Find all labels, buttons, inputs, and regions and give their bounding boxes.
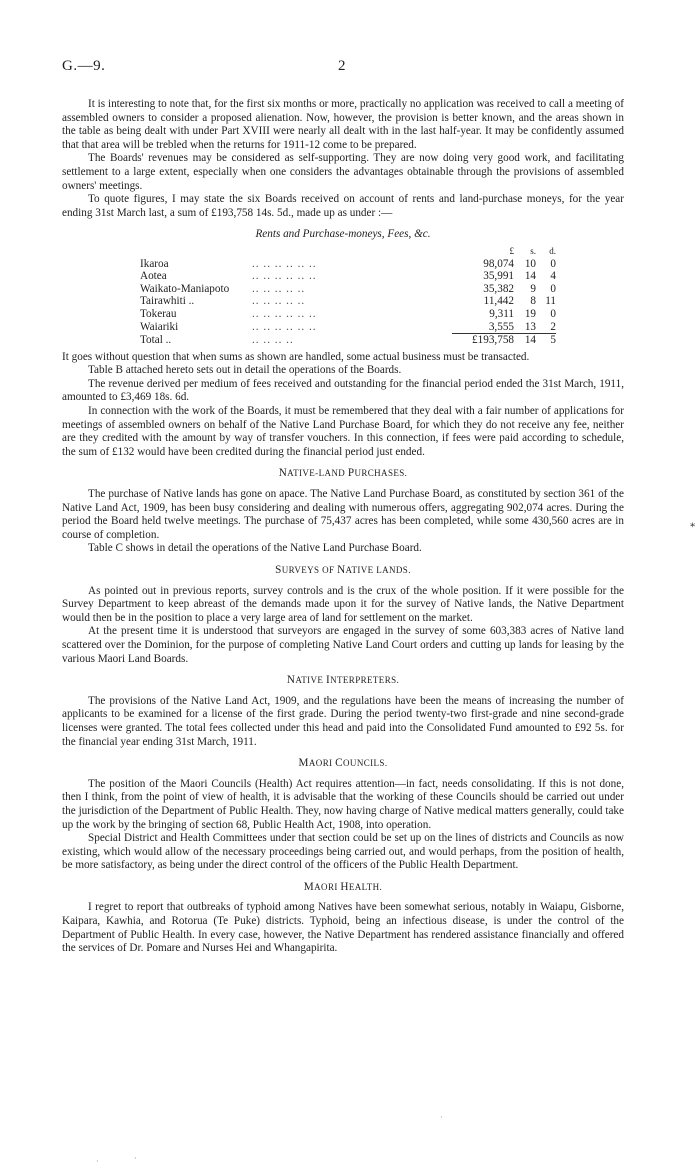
table-row bbox=[140, 258, 556, 271]
unit-shillings: s. bbox=[530, 245, 536, 256]
table-unit-row bbox=[140, 245, 556, 258]
margin-mark: ∗ bbox=[689, 520, 696, 531]
speck: · bbox=[134, 1154, 137, 1163]
paragraph: At the present time it is understood that surveyors are engaged in the survey of some 603,383 acres of Native land scattered over the Dominion, for the purpose of completing Native Land Court orders and cutting up lands for leasing by the various Maori Land Boards. bbox=[62, 625, 624, 665]
amount-shillings: 13 bbox=[524, 320, 536, 333]
paragraph: The provisions of the Native Land Act, 1909, and the regulations have been the means of increasing the number of applicants to be examined for a license of the first grade. During the period twenty-two first-grade and nine second-grade licenses were granted. The total fees collected under this head and paid into the Consolidated Fund amounted to £92 5s. for the financial year ending 31st March, 1911. bbox=[62, 694, 624, 748]
amount-shillings: 8 bbox=[530, 295, 536, 308]
paragraph: The position of the Maori Councils (Health) Act requires attention—in fact, needs consolidating. If this is not done, then I think, from the point of view of health, it is advisable that the working of these Councils should be carried out under the jurisdiction of the Department of Public Health. They, now having charge of Native medical matters generally, could take up the work by the bringing of section 68, Public Health Act, 1908, into operation. bbox=[62, 777, 624, 831]
leader-dots: .. .. .. .. .. .. bbox=[252, 270, 317, 283]
amount-pounds: 11,442 bbox=[483, 295, 514, 308]
paragraph: The Boards' revenues may be considered as self-supporting. They are now doing very good work, and facilitating settlement to a large extent, especially when one considers the advantages obtainable through the provisions of assembled owners' meetings. bbox=[62, 152, 624, 192]
section-heading-native-land-purchases: NATIVE-LAND PURCHASES. bbox=[278, 467, 408, 480]
document-reference: G.—9. bbox=[62, 58, 106, 74]
paragraph: In connection with the work of the Boards, it must be remembered that they deal with a fair number of applications for meetings of assembled owners on behalf of the Native Land Purchase Board, for which they do not receive any fee, neither are they credited with the amount by way of transfer vouchers. In this connection, if fees were paid according to schedule, the sum of £132 would have been credited during the financial period just ended. bbox=[62, 405, 624, 458]
leader-dots: .. .. .. .. .. bbox=[252, 282, 306, 295]
total-pence: 5 bbox=[536, 334, 556, 347]
paragraph: As pointed out in previous reports, survey controls and is the crux of the whole position. If it were possible for the Survey Department to keep abreast of the demands made upon it for the survey of Native lands, the Native Department would then be in the position to place a very large area of land for settlement on the market. bbox=[62, 584, 624, 624]
page-number: 2 bbox=[338, 58, 346, 74]
amount-pounds: 9,311 bbox=[489, 307, 514, 320]
total-shillings: 14 bbox=[514, 334, 536, 347]
total-pounds: £193,758 bbox=[452, 334, 514, 347]
amount-pence: 2 bbox=[550, 320, 556, 333]
amount-pounds: 98,074 bbox=[483, 257, 514, 270]
table-row bbox=[140, 308, 556, 321]
board-name: Waiariki bbox=[140, 320, 179, 333]
paragraph: Special District and Health Committees under that section could be set up on the lines of districts and Councils as now existing, which would allow of the necessary proceedings being carried out, and would perhaps, from the position of health, be more satisfactory, as being under the direct control of the officers of the Public Health Department. bbox=[62, 832, 624, 872]
section-heading-surveys: SURVEYS OF NATIVE LANDS. bbox=[275, 564, 411, 576]
board-name: Tokerau bbox=[140, 307, 177, 320]
leader-dots: .. .. .. .. .. .. bbox=[252, 257, 317, 270]
speck: · bbox=[96, 1157, 99, 1166]
board-name: Ikaroa bbox=[140, 257, 169, 270]
amount-pounds: 35,382 bbox=[483, 282, 514, 295]
unit-pence: d. bbox=[549, 245, 556, 256]
paragraph: To quote figures, I may state the six Boards received on account of rents and land-purchase moneys, for the year ending 31st March last, a sum of £193,758 14s. 5d., made up as under :— bbox=[62, 193, 624, 219]
leader-dots: .. .. .. .. bbox=[252, 333, 294, 346]
section-heading-maori-councils: MAORI COUNCILS. bbox=[298, 757, 388, 770]
paragraph: The revenue derived per medium of fees received and outstanding for the financial period ended the 31st March, 1911, amounted to £3,469 18s. 6d. bbox=[62, 377, 624, 404]
amount-pence: 11 bbox=[545, 295, 556, 308]
speck: · bbox=[440, 1113, 443, 1122]
document-body bbox=[62, 98, 624, 956]
leader-dots: .. .. .. .. .. bbox=[252, 295, 306, 308]
amount-shillings: 19 bbox=[524, 307, 536, 320]
leader-dots: .. .. .. .. .. .. bbox=[252, 307, 317, 320]
paragraph: The purchase of Native lands has gone on apace. The Native Land Purchase Board, as constituted by section 361 of the Native Land Act, 1909, has been busy considering and dealing with numerous offers, aggregating 902,074 acres. During the period the Board held twelve meetings. The purchase of 75,437 acres has been completed, while some 430,560 acres are in course of completion. bbox=[62, 488, 624, 541]
amount-pence: 0 bbox=[550, 307, 556, 320]
table-row bbox=[140, 283, 556, 296]
table-total-row bbox=[140, 334, 556, 347]
amount-pence: 0 bbox=[550, 282, 556, 295]
paragraph: Table C shows in detail the operations of the Native Land Purchase Board. bbox=[88, 542, 422, 555]
amount-pounds: 3,555 bbox=[488, 320, 514, 333]
section-heading-maori-health: MAORI HEALTH. bbox=[303, 880, 383, 893]
board-name: Waikato-Maniapoto bbox=[140, 282, 230, 295]
revenue-table bbox=[140, 245, 556, 347]
section-heading-native-interpreters: NATIVE INTERPRETERS. bbox=[286, 674, 400, 687]
leader-dots: .. .. .. .. .. .. bbox=[252, 320, 317, 333]
unit-pounds: £ bbox=[509, 245, 514, 256]
amount-pounds: 35,991 bbox=[483, 270, 514, 283]
paragraph: I regret to report that outbreaks of typhoid among Natives have been somewhat serious, notably in Waiapu, Gisborne, Kaipara, Kawhia, and Rotorua (Te Puke) districts. Typhoid, being an infectious disease, is under the control of the Department of Public Health. In every case, however, the Native Department has rendered assistance financially and offered the services of Dr. Pomare and Nurses Hei and Whangapirita. bbox=[62, 901, 624, 955]
table-caption: Rents and Purchase-moneys, Fees, &c. bbox=[255, 228, 431, 241]
paragraph: It is interesting to note that, for the first six months or more, practically no application was received to call a meeting of assembled owners to consider a proposed alienation. Now, however, the provision is better known, and the areas shown in the table as being dealt with under Part XVIII were nearly all dealt with in the last half-year. It may be confidently assumed that that area will be trebled when the returns for 1911-12 come to be prepared. bbox=[62, 98, 624, 151]
amount-shillings: 14 bbox=[524, 270, 536, 283]
paragraph: It goes without question that when sums as shown are handled, some actual business must be transacted. bbox=[62, 350, 530, 363]
amount-pence: 4 bbox=[550, 270, 556, 283]
table-row bbox=[140, 295, 556, 308]
table-row bbox=[140, 321, 556, 334]
board-name: Tairawhiti .. bbox=[140, 295, 195, 308]
amount-shillings: 10 bbox=[524, 257, 536, 270]
total-label: Total .. bbox=[140, 333, 172, 346]
amount-pence: 0 bbox=[550, 257, 556, 270]
board-name: Aotea bbox=[140, 270, 167, 283]
paragraph: Table B attached hereto sets out in detail the operations of the Boards. bbox=[88, 364, 402, 377]
table-row bbox=[140, 270, 556, 283]
running-header bbox=[62, 58, 624, 78]
amount-shillings: 9 bbox=[530, 282, 536, 295]
